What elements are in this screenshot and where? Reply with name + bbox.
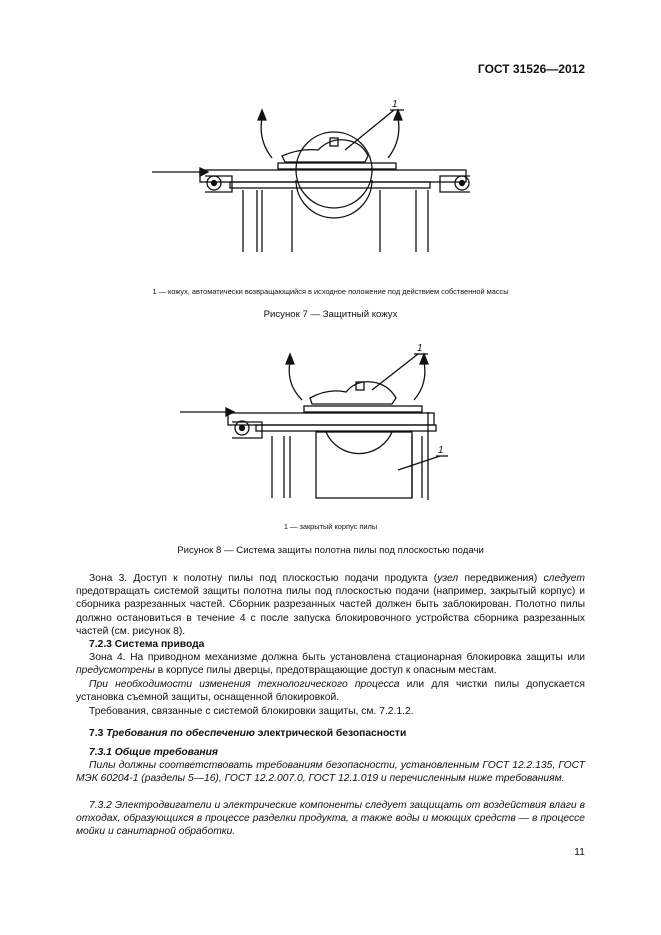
figure-8-caption: Рисунок 8 — Система защиты полотна пилы под плоскостью подачи <box>177 545 484 556</box>
section-7-3-1-paragraph: Пилы должны соответствовать требованиям безопасности, установленным ГОСТ 12.2.135, ГОСТ МЭК 60204-1 (разделы 5—16), ГОСТ 12.2.007.0, ГОСТ 12.1.019 и перечисленным ниже требованиям. <box>76 760 585 785</box>
figure-7-drawing <box>0 0 661 280</box>
figure-8-drawing <box>0 340 661 520</box>
section-7-3-2-paragraph: 7.3.2 Электродвигатели и электрические компоненты следует защищать от воздействия влаги в отходах, образующихся в процессе разделки продукта, а также воды и моющих средств — в процессе мойки и санитарной обработки. <box>76 800 585 838</box>
document-header: ГОСТ 31526—2012 <box>477 62 585 76</box>
process-change-paragraph: При необходимости изменения технологического процесса или для чистки пилы допускается установка съемной защиты, оснащенной блокировкой. <box>76 679 585 704</box>
section-7-3-heading: 7.3 Требования по обеспечению электрической безопасности <box>89 728 407 739</box>
section-7-2-3-heading: 7.2.3 Система привода <box>89 639 205 650</box>
zone-4-paragraph: Зона 4. На приводном механизме должна быть установлена стационарная блокировка защиты или предусмотрены в корпусе пилы дверцы, предотвращающие доступ к опасным местам. <box>76 652 585 677</box>
figure-8-label-body: 1 <box>438 445 444 456</box>
figure-7-legend: 1 — кожух, автоматически возвращающийся в исходное положение под действием собственной массы <box>152 287 509 296</box>
section-7-3-1-heading: 7.3.1 Общие требования <box>89 747 218 758</box>
interlock-reference-paragraph: Требования, связанные с системой блокировки защиты, см. 7.2.1.2. <box>89 706 414 717</box>
figure-7-caption: Рисунок 7 — Защитный кожух <box>263 309 398 320</box>
figure-8-label-top: 1 <box>417 343 423 354</box>
figure-8-legend: 1 — закрытый корпус пилы <box>283 522 378 531</box>
page-number: 11 <box>574 846 585 858</box>
zone-3-paragraph: Зона 3. Доступ к полотну пилы под плоскостью подачи продукта (узел передвижения) следует предотвращать системой защиты полотна пилы под плоскостью подачи (например, закрытый корпус) и сборника разрезанных частей. Сборник разрезанных частей должен быть заблокирован. Полотно пилы должно остановиться в течение 4 с после запуска блокировочного устройства сборника разрезанных частей (см. рисунок 8). <box>76 573 585 637</box>
figure-7-label: 1 <box>392 99 398 110</box>
